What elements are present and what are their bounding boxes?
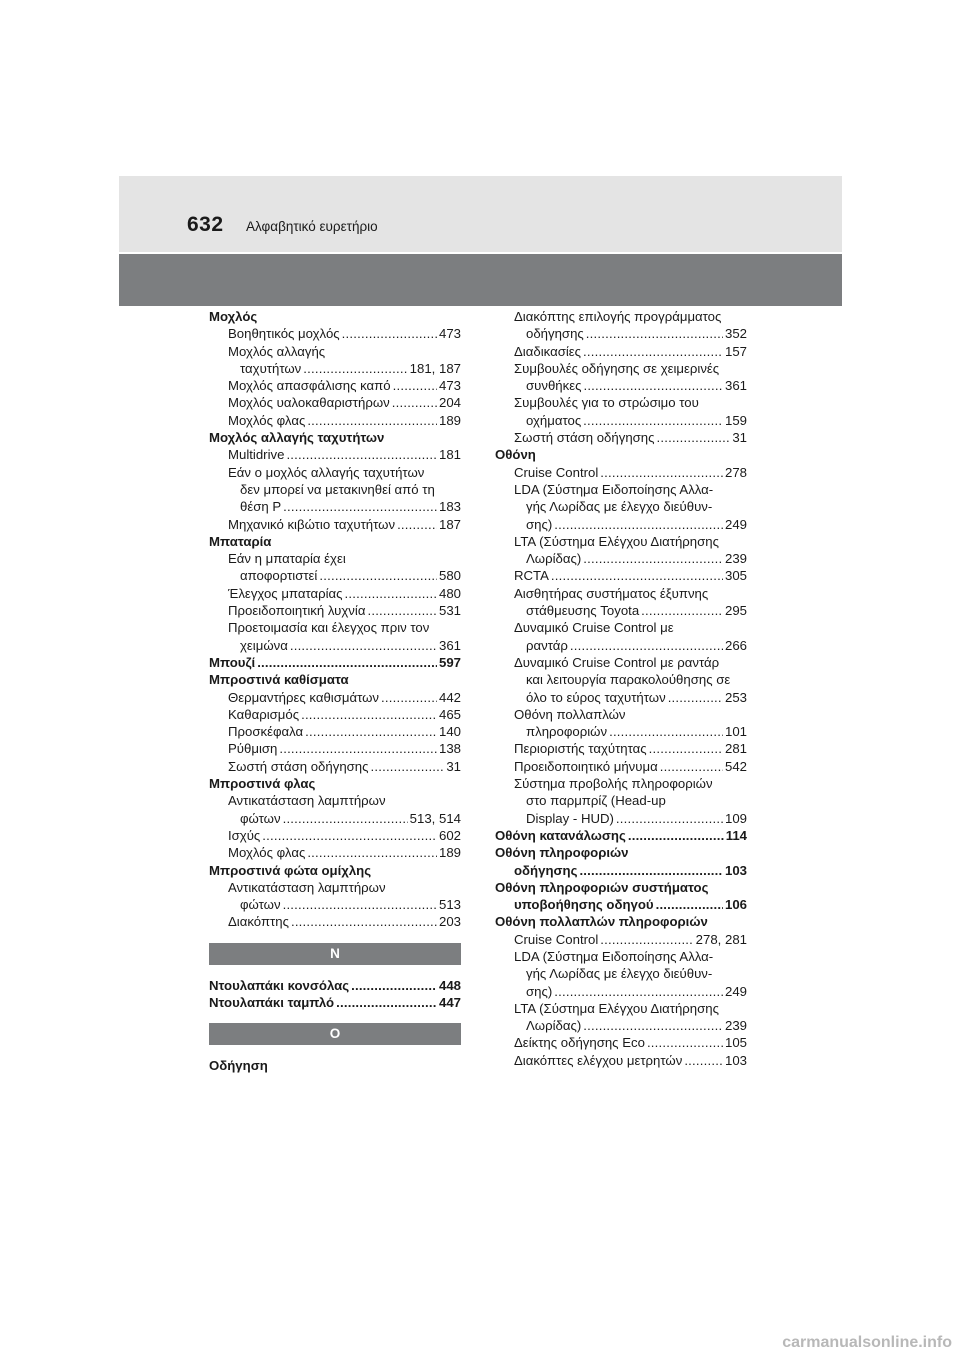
entry-term: LDA (Σύστημα Ειδοποίησης Αλλα- <box>514 948 714 964</box>
entry-page-ref: 138 <box>438 741 461 757</box>
index-entry <box>495 325 747 342</box>
header-title: Αλφαβητικό ευρετήριο <box>246 219 378 234</box>
index-entry <box>209 343 461 360</box>
index-entry <box>209 464 461 481</box>
entry-term: πληροφοριών <box>526 724 608 740</box>
index-entry <box>495 844 747 861</box>
index-entry <box>495 913 747 930</box>
entry-page-ref: 266 <box>724 637 747 653</box>
index-entry <box>495 533 747 550</box>
section-header-o: O <box>209 1023 461 1045</box>
index-column-right <box>495 308 747 1069</box>
entry-term: Display - HUD) <box>526 810 614 826</box>
entry-term: ραντάρ <box>526 637 568 653</box>
dot-leader <box>656 896 723 913</box>
index-entry <box>209 792 461 809</box>
entry-page-ref: 181, 187 <box>409 360 461 376</box>
entry-page-ref: 473 <box>438 326 461 342</box>
index-entry <box>209 879 461 896</box>
index-entry <box>209 533 461 550</box>
index-entry <box>209 619 461 636</box>
index-entry <box>495 360 747 377</box>
entry-term: Έλεγχος μπαταρίας <box>228 585 343 601</box>
entry-term: Μοχλός αλλαγής ταχυτήτων <box>209 430 385 446</box>
dot-leader <box>283 896 437 913</box>
entry-page-ref: 101 <box>724 724 747 740</box>
entry-page-ref: 361 <box>724 378 747 394</box>
index-entry <box>495 464 747 481</box>
index-entry <box>495 308 747 325</box>
dot-leader <box>392 394 437 411</box>
index-entry <box>495 446 747 463</box>
index-list-n <box>209 977 461 1012</box>
index-entry <box>209 516 461 533</box>
entry-term: Προσκέφαλα <box>228 724 304 740</box>
index-column-left <box>209 308 461 1075</box>
dot-leader <box>641 602 723 619</box>
index-entry <box>209 896 461 913</box>
entry-term: Θερμαντήρες καθισμάτων <box>228 689 379 705</box>
index-entry <box>495 671 747 688</box>
entry-page-ref: 542 <box>724 758 747 774</box>
index-entry <box>209 810 461 827</box>
dot-leader <box>381 689 437 706</box>
index-entry <box>495 1000 747 1017</box>
index-entry <box>209 481 461 498</box>
entry-term: Μπροστινά καθίσματα <box>209 672 349 688</box>
entry-page-ref: 189 <box>438 845 461 861</box>
index-entry <box>209 498 461 515</box>
entry-term: Cruise Control <box>514 931 599 947</box>
entry-term: Μπουζί <box>209 654 256 670</box>
watermark: carmanualsonline.info <box>782 1334 952 1351</box>
entry-page-ref: 204 <box>438 395 461 411</box>
dot-leader <box>283 810 408 827</box>
entry-page-ref: 442 <box>438 689 461 705</box>
dot-leader <box>370 758 444 775</box>
entry-page-ref: 106 <box>724 897 747 913</box>
entry-term: φώτων <box>240 810 281 826</box>
index-entry <box>495 567 747 584</box>
entry-term: Εάν η μπαταρία έχει <box>228 551 346 567</box>
index-entry <box>495 879 747 896</box>
index-entry <box>495 1034 747 1051</box>
entry-term: στο παρμπρίζ (Head-up <box>526 793 666 809</box>
entry-page-ref: 513, 514 <box>409 810 461 826</box>
index-entry <box>495 723 747 740</box>
index-entry <box>495 394 747 411</box>
dot-leader <box>554 516 723 533</box>
dot-leader <box>647 1034 723 1051</box>
entry-page-ref: 203 <box>438 914 461 930</box>
index-entry <box>495 550 747 567</box>
dot-leader <box>656 429 730 446</box>
entry-term: Οθόνη κατανάλωσης <box>495 827 626 843</box>
index-entry <box>209 654 461 671</box>
entry-term: γής Λωρίδας με έλεγχο διεύθυν- <box>526 499 713 515</box>
dot-leader <box>649 740 723 757</box>
entry-term: Μπροστινά φλας <box>209 776 316 792</box>
entry-term: Προειδοποιητική λυχνία <box>228 603 366 619</box>
entry-page-ref: 249 <box>724 983 747 999</box>
index-entry <box>209 689 461 706</box>
entry-page-ref: 531 <box>438 603 461 619</box>
entry-page-ref: 352 <box>724 326 747 342</box>
section-header-n: N <box>209 943 461 965</box>
entry-term: Λωρίδας) <box>526 551 582 567</box>
index-entry <box>209 446 461 463</box>
dot-leader <box>319 567 437 584</box>
dot-leader <box>583 377 723 394</box>
dot-leader <box>554 983 723 1000</box>
index-entry <box>495 654 747 671</box>
index-entry <box>495 498 747 515</box>
dot-leader <box>393 377 437 394</box>
dot-leader <box>609 723 723 740</box>
dot-leader <box>286 446 437 463</box>
entry-term: Δυναμικό Cruise Control με ραντάρ <box>514 654 720 670</box>
dot-leader <box>628 827 724 844</box>
entry-term: υποβοήθησης οδηγού <box>514 897 654 913</box>
dot-leader <box>551 567 723 584</box>
entry-page-ref: 105 <box>724 1035 747 1051</box>
entry-term: Οθόνη πολλαπλών πληροφοριών <box>495 914 708 930</box>
index-entry <box>209 827 461 844</box>
index-entry <box>495 810 747 827</box>
entry-term: Μπαταρία <box>209 533 272 549</box>
entry-page-ref: 187 <box>438 516 461 532</box>
entry-term: Δυναμικό Cruise Control με <box>514 620 674 636</box>
entry-term: Συμβουλές οδήγησης σε χειμερινές <box>514 360 720 376</box>
entry-page-ref: 580 <box>438 568 461 584</box>
entry-term: και λειτουργία παρακολούθησης σε <box>526 672 731 688</box>
entry-page-ref: 239 <box>724 1018 747 1034</box>
entry-term: οχήματος <box>526 412 582 428</box>
dot-leader <box>600 464 723 481</box>
dot-leader <box>583 343 723 360</box>
entry-page-ref: 447 <box>438 994 461 1010</box>
entry-page-ref: 183 <box>438 499 461 515</box>
entry-term: σης) <box>526 516 553 532</box>
entry-term: Μοχλός απασφάλισης καπό <box>228 378 391 394</box>
index-entry <box>209 567 461 584</box>
entry-term: Δείκτης οδήγησης Eco <box>514 1035 645 1051</box>
index-entry <box>495 481 747 498</box>
index-entry <box>495 965 747 982</box>
index-entry <box>209 994 461 1011</box>
dot-leader <box>303 360 407 377</box>
dot-leader <box>684 1052 723 1069</box>
index-entry <box>495 948 747 965</box>
entry-term: Οθόνη πληροφοριών συστήματος <box>495 879 709 895</box>
dot-leader <box>305 723 437 740</box>
index-entry <box>209 1057 461 1074</box>
dot-leader <box>583 412 723 429</box>
entry-page-ref: 109 <box>724 810 747 826</box>
entry-page-ref: 305 <box>724 568 747 584</box>
index-entry <box>495 896 747 913</box>
entry-term: Εάν ο μοχλός αλλαγής ταχυτήτων <box>228 464 425 480</box>
entry-term: Αντικατάσταση λαμπτήρων <box>228 879 386 895</box>
index-entry <box>209 862 461 879</box>
index-entry <box>495 637 747 654</box>
index-entry <box>495 602 747 619</box>
index-entry <box>209 844 461 861</box>
entry-term: γής Λωρίδας με έλεγχο διεύθυν- <box>526 966 713 982</box>
entry-term: συνθήκες <box>526 378 582 394</box>
entry-page-ref: 159 <box>724 412 747 428</box>
index-entry <box>209 394 461 411</box>
index-entry <box>209 377 461 394</box>
index-entry <box>209 585 461 602</box>
entry-page-ref: 473 <box>438 378 461 394</box>
entry-term: όλο το εύρος ταχυτήτων <box>526 689 666 705</box>
dot-leader <box>301 706 437 723</box>
dot-leader <box>336 994 437 1011</box>
entry-term: Multidrive <box>228 447 285 463</box>
entry-term: σης) <box>526 983 553 999</box>
dot-leader <box>291 913 437 930</box>
index-entry <box>495 343 747 360</box>
entry-page-ref: 31 <box>446 758 461 774</box>
dot-leader <box>262 827 437 844</box>
entry-term: Περιοριστής ταχύτητας <box>514 741 647 757</box>
entry-term: Συμβουλές για το στρώσιμο του <box>514 395 699 411</box>
entry-page-ref: 157 <box>724 343 747 359</box>
index-entry <box>209 308 461 325</box>
entry-page-ref: 253 <box>724 689 747 705</box>
entry-term: Μηχανικό κιβώτιο ταχυτήτων <box>228 516 396 532</box>
entry-term: Αισθητήρας συστήματος έξυπνης <box>514 585 709 601</box>
page-number: 632 <box>187 213 224 236</box>
entry-term: οδήγησης <box>526 326 584 342</box>
entry-term: Διακόπτες ελέγχου μετρητών <box>514 1052 683 1068</box>
index-entry <box>209 412 461 429</box>
index-entry <box>495 689 747 706</box>
dot-leader <box>579 862 723 879</box>
entry-page-ref: 281 <box>724 741 747 757</box>
dot-leader <box>307 412 437 429</box>
index-entry <box>209 325 461 342</box>
entry-term: Προειδοποιητικό μήνυμα <box>514 758 658 774</box>
entry-term: Σωστή στάση οδήγησης <box>228 758 369 774</box>
index-entry <box>495 619 747 636</box>
entry-page-ref: 295 <box>724 603 747 619</box>
entry-term: αποφορτιστεί <box>240 568 318 584</box>
entry-term: Μοχλός φλας <box>228 412 306 428</box>
index-entry <box>495 740 747 757</box>
dot-leader <box>283 498 437 515</box>
dot-leader <box>668 689 723 706</box>
index-list-o <box>209 1057 461 1074</box>
entry-term: Μοχλός φλας <box>228 845 306 861</box>
dot-leader <box>345 585 437 602</box>
index-entry <box>209 550 461 567</box>
section-tab-band <box>119 254 842 306</box>
index-entry <box>495 827 747 844</box>
dot-leader <box>583 550 723 567</box>
entry-term: Αντικατάσταση λαμπτήρων <box>228 793 386 809</box>
entry-term: Διαδικασίες <box>514 343 581 359</box>
index-entry <box>495 412 747 429</box>
dot-leader <box>257 654 437 671</box>
entry-term: Διακόπτης <box>228 914 289 930</box>
index-entry <box>495 1017 747 1034</box>
header-band <box>119 176 842 252</box>
entry-term: χειμώνα <box>240 637 288 653</box>
entry-page-ref: 513 <box>438 897 461 913</box>
entry-term: Οθόνη πληροφοριών <box>495 845 629 861</box>
index-entry <box>209 775 461 792</box>
entry-term: Μπροστινά φώτα ομίχλης <box>209 862 372 878</box>
index-entry <box>495 775 747 792</box>
entry-term: Καθαρισμός <box>228 706 300 722</box>
entry-page-ref: 140 <box>438 724 461 740</box>
entry-page-ref: 181 <box>438 447 461 463</box>
dot-leader <box>583 1017 723 1034</box>
index-list-right <box>495 308 747 1069</box>
index-entry <box>495 1052 747 1069</box>
entry-term: Μοχλός υαλοκαθαριστήρων <box>228 395 390 411</box>
entry-term: Μοχλός <box>209 309 258 324</box>
index-entry <box>209 602 461 619</box>
entry-term: Ντουλαπάκι ταμπλό <box>209 994 335 1010</box>
entry-term: Διακόπτης επιλογής προγράμματος <box>514 309 722 324</box>
index-entry <box>495 706 747 723</box>
entry-page-ref: 361 <box>438 637 461 653</box>
entry-page-ref: 114 <box>725 827 747 843</box>
entry-term: LTA (Σύστημα Ελέγχου Διατήρησης <box>514 1000 719 1016</box>
dot-leader <box>351 977 437 994</box>
entry-term: ταχυτήτων <box>240 360 302 376</box>
entry-term: φώτων <box>240 897 281 913</box>
dot-leader <box>290 637 437 654</box>
index-entry <box>209 360 461 377</box>
index-entry <box>495 931 747 948</box>
entry-term: οδήγησης <box>514 862 578 878</box>
entry-term: Λωρίδας) <box>526 1018 582 1034</box>
entry-term: LDA (Σύστημα Ειδοποίησης Αλλα- <box>514 481 714 497</box>
entry-term: RCTA <box>514 568 549 584</box>
entry-page-ref: 480 <box>438 585 461 601</box>
dot-leader <box>616 810 723 827</box>
entry-term: LTA (Σύστημα Ελέγχου Διατήρησης <box>514 533 719 549</box>
entry-term: Προετοιμασία και έλεγχος πριν τον <box>228 620 430 636</box>
entry-page-ref: 239 <box>724 551 747 567</box>
index-entry <box>495 792 747 809</box>
dot-leader <box>570 637 723 654</box>
dot-leader <box>342 325 437 342</box>
dot-leader <box>397 516 437 533</box>
index-entry <box>495 862 747 879</box>
dot-leader <box>307 844 437 861</box>
entry-term: Οθόνη <box>495 447 536 463</box>
dot-leader <box>600 931 693 948</box>
entry-page-ref: 103 <box>724 862 747 878</box>
entry-term: Ρύθμιση <box>228 741 278 757</box>
index-entry <box>495 983 747 1000</box>
dot-leader <box>279 740 437 757</box>
index-entry <box>209 913 461 930</box>
index-entry <box>209 637 461 654</box>
entry-page-ref: 31 <box>732 430 747 446</box>
index-entry <box>209 723 461 740</box>
index-entry <box>209 429 461 446</box>
entry-term: Βοηθητικός μοχλός <box>228 326 340 342</box>
entry-term: θέση P <box>240 499 282 515</box>
entry-page-ref: 278 <box>724 464 747 480</box>
entry-page-ref: 249 <box>724 516 747 532</box>
index-entry <box>209 740 461 757</box>
index-entry <box>495 516 747 533</box>
entry-term: Μοχλός αλλαγής <box>228 343 326 359</box>
entry-term: Ντουλαπάκι κονσόλας <box>209 977 350 993</box>
index-entry <box>209 706 461 723</box>
index-list-left <box>209 308 461 931</box>
index-entry <box>495 585 747 602</box>
entry-term: Οθόνη πολλαπλών <box>514 706 626 722</box>
dot-leader <box>660 758 723 775</box>
entry-term: Σωστή στάση οδήγησης <box>514 430 655 446</box>
entry-page-ref: 189 <box>438 412 461 428</box>
entry-term: Οδήγηση <box>209 1058 268 1074</box>
entry-page-ref: 465 <box>438 706 461 722</box>
index-entry <box>209 977 461 994</box>
entry-page-ref: 278, 281 <box>695 931 747 947</box>
entry-page-ref: 103 <box>724 1052 747 1068</box>
entry-term: Cruise Control <box>514 464 599 480</box>
index-entry <box>209 758 461 775</box>
dot-leader <box>586 325 723 342</box>
entry-term: στάθμευσης Toyota <box>526 603 640 619</box>
index-entry <box>209 671 461 688</box>
entry-term: δεν μπορεί να μετακινηθεί από τη <box>240 481 435 497</box>
index-entry <box>495 758 747 775</box>
entry-term: Σύστημα προβολής πληροφοριών <box>514 776 713 792</box>
entry-page-ref: 602 <box>438 827 461 843</box>
entry-page-ref: 597 <box>438 654 461 670</box>
entry-page-ref: 448 <box>438 977 461 993</box>
entry-term: Ισχύς <box>228 827 261 843</box>
index-entry <box>495 377 747 394</box>
dot-leader <box>367 602 437 619</box>
index-entry <box>495 429 747 446</box>
